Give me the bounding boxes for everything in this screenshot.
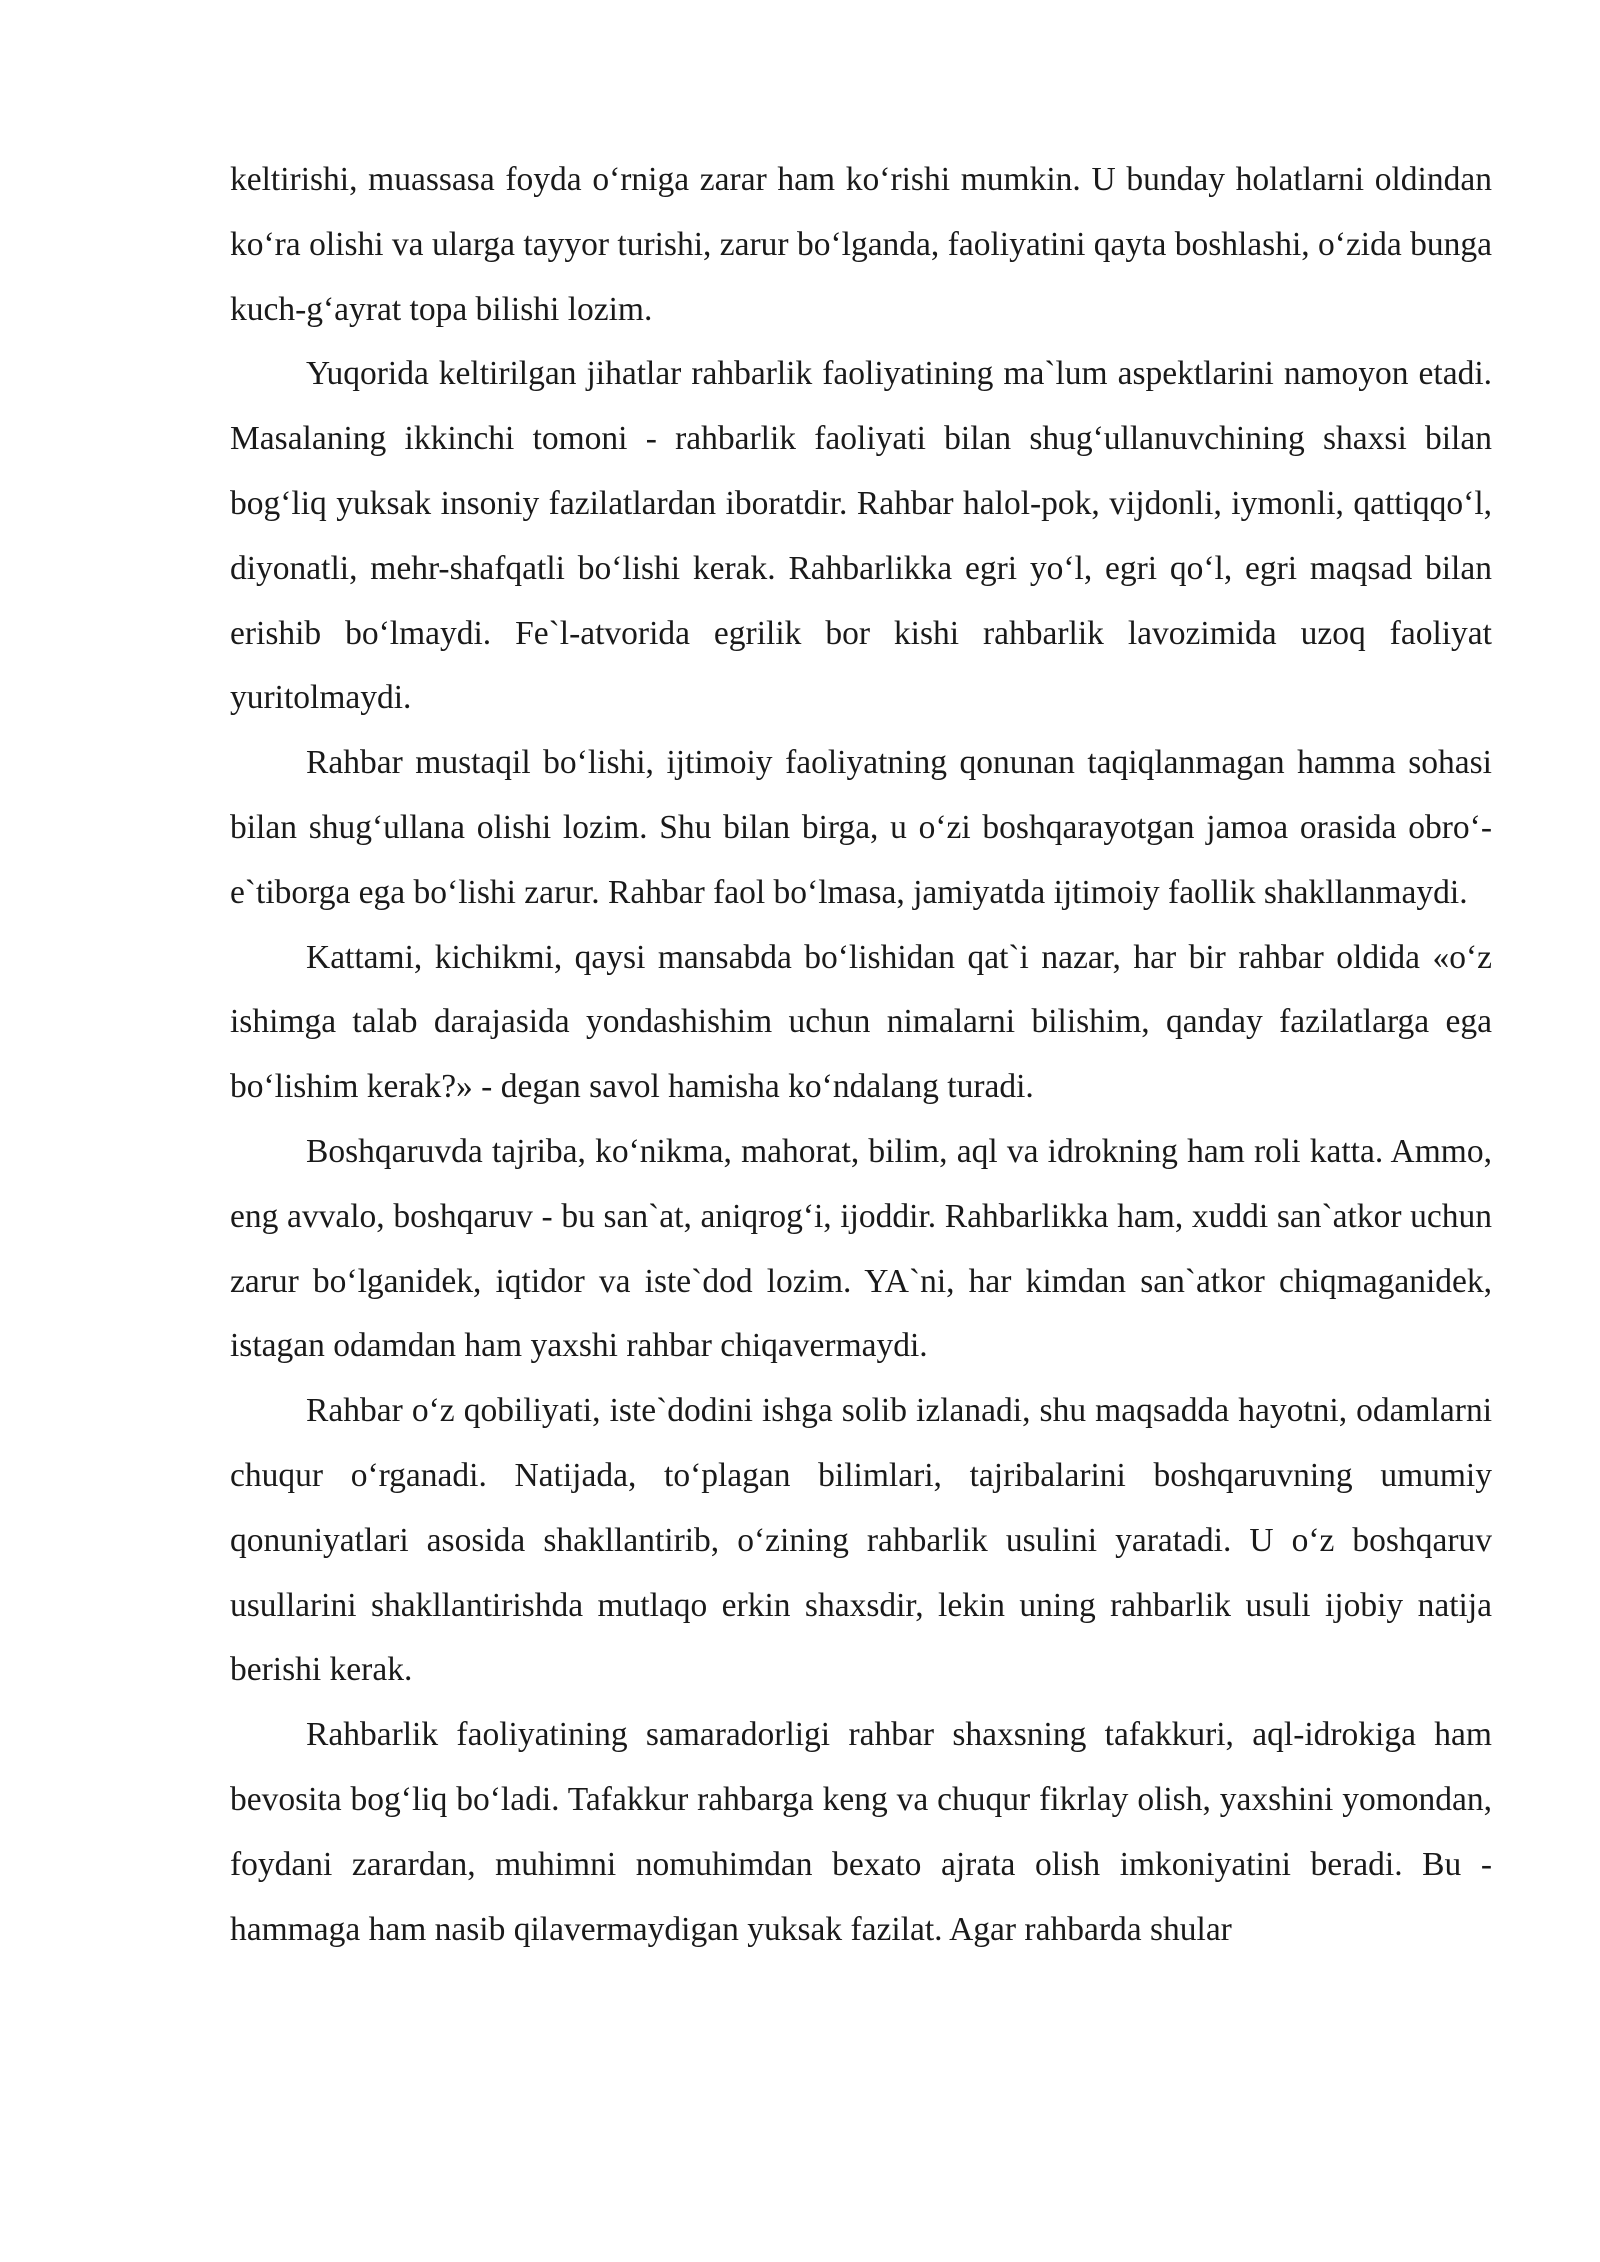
- document-body: [230, 148, 1492, 1962]
- paragraph-1: keltirishi, muassasa foyda o‘rniga zarar ham ko‘rishi mumkin. U bunday holatlarni oldindan ko‘ra olishi va ularga tayyor turishi, zarur bo‘lganda, faoliyatini qayta boshlashi, o‘zida bunga kuch-g‘ayrat topa bilishi lozim.: [230, 161, 1492, 328]
- paragraph-6: Rahbar o‘z qobiliyati, iste`dodini ishga solib izlanadi, shu maqsadda hayotni, odamlarni chuqur o‘rganadi. Natijada, to‘plagan bilimlari, tajribalarini boshqaruvning umumiy qonuniyatlari asosida shakllantirib, o‘zining rahbarlik usulini yaratadi. U o‘z boshqaruv usullarini shakllantirishda mutlaqo erkin shaxsdir, lekin uning rahbarlik usuli ijobiy natija berishi kerak.: [230, 1392, 1492, 1689]
- paragraph-2: Yuqorida keltirilgan jihatlar rahbarlik faoliyatining ma`lum aspektlarini namoyon etadi. Masalaning ikkinchi tomoni - rahbarlik faoliyati bilan shug‘ullanuvchining shaxsi bilan bog‘liq yuksak insoniy fazilatlardan iboratdir. Rahbar halol-pok, vijdonli, iymonli, qattiqqo‘l, diyonatli, mehr-shafqatli bo‘lishi kerak. Rahbarlikka egri yo‘l, egri qo‘l, egri maqsad bilan erishib bo‘lmaydi. Fe`l-atvorida egrilik bor kishi rahbarlik lavozimida uzoq faoliyat yuritolmaydi.: [230, 355, 1492, 717]
- paragraph-5: Boshqaruvda tajriba, ko‘nikma, mahorat, bilim, aql va idrokning ham roli katta. Ammo, eng avvalo, boshqaruv - bu san`at, aniqrog‘i, ijoddir. Rahbarlikka ham, xuddi san`atkor uchun zarur bo‘lganidek, iqtidor va iste`dod lozim. YA`ni, har kimdan san`atkor chiqmaganidek, istagan odamdan ham yaxshi rahbar chiqavermaydi.: [230, 1132, 1492, 1365]
- paragraph-7: Rahbarlik faoliyatining samaradorligi rahbar shaxsning tafakkuri, aql-idrokiga ham bevosita bog‘liq bo‘ladi. Tafakkur rahbarga keng va chuqur fikrlay olish, yaxshini yomondan, foydani zarardan, muhimni nomuhimdan bexato ajrata olish imkoniyatini beradi. Bu - hammaga ham nasib qilavermaydigan yuksak fazilat. Agar rahbarda shular: [230, 1716, 1492, 1948]
- paragraph-4: Kattami, kichikmi, qaysi mansabda bo‘lishidan qat`i nazar, har bir rahbar oldida «o‘z ishimga talab darajasida yondashishim uchun nimalarni bilishim, qanday fazilatlarga ega bo‘lishim kerak?» - degan savol hamisha ko‘ndalang turadi.: [230, 938, 1492, 1106]
- paragraph-3: Rahbar mustaqil bo‘lishi, ijtimoiy faoliyatning qonunan taqiqlanmagan hamma sohasi bilan shug‘ullana olishi lozim. Shu bilan birga, u o‘zi boshqarayotgan jamoa orasida obro‘-e`tiborga ega bo‘lishi zarur. Rahbar faol bo‘lmasa, jamiyatda ijtimoiy faollik shakllanmaydi.: [230, 744, 1492, 911]
